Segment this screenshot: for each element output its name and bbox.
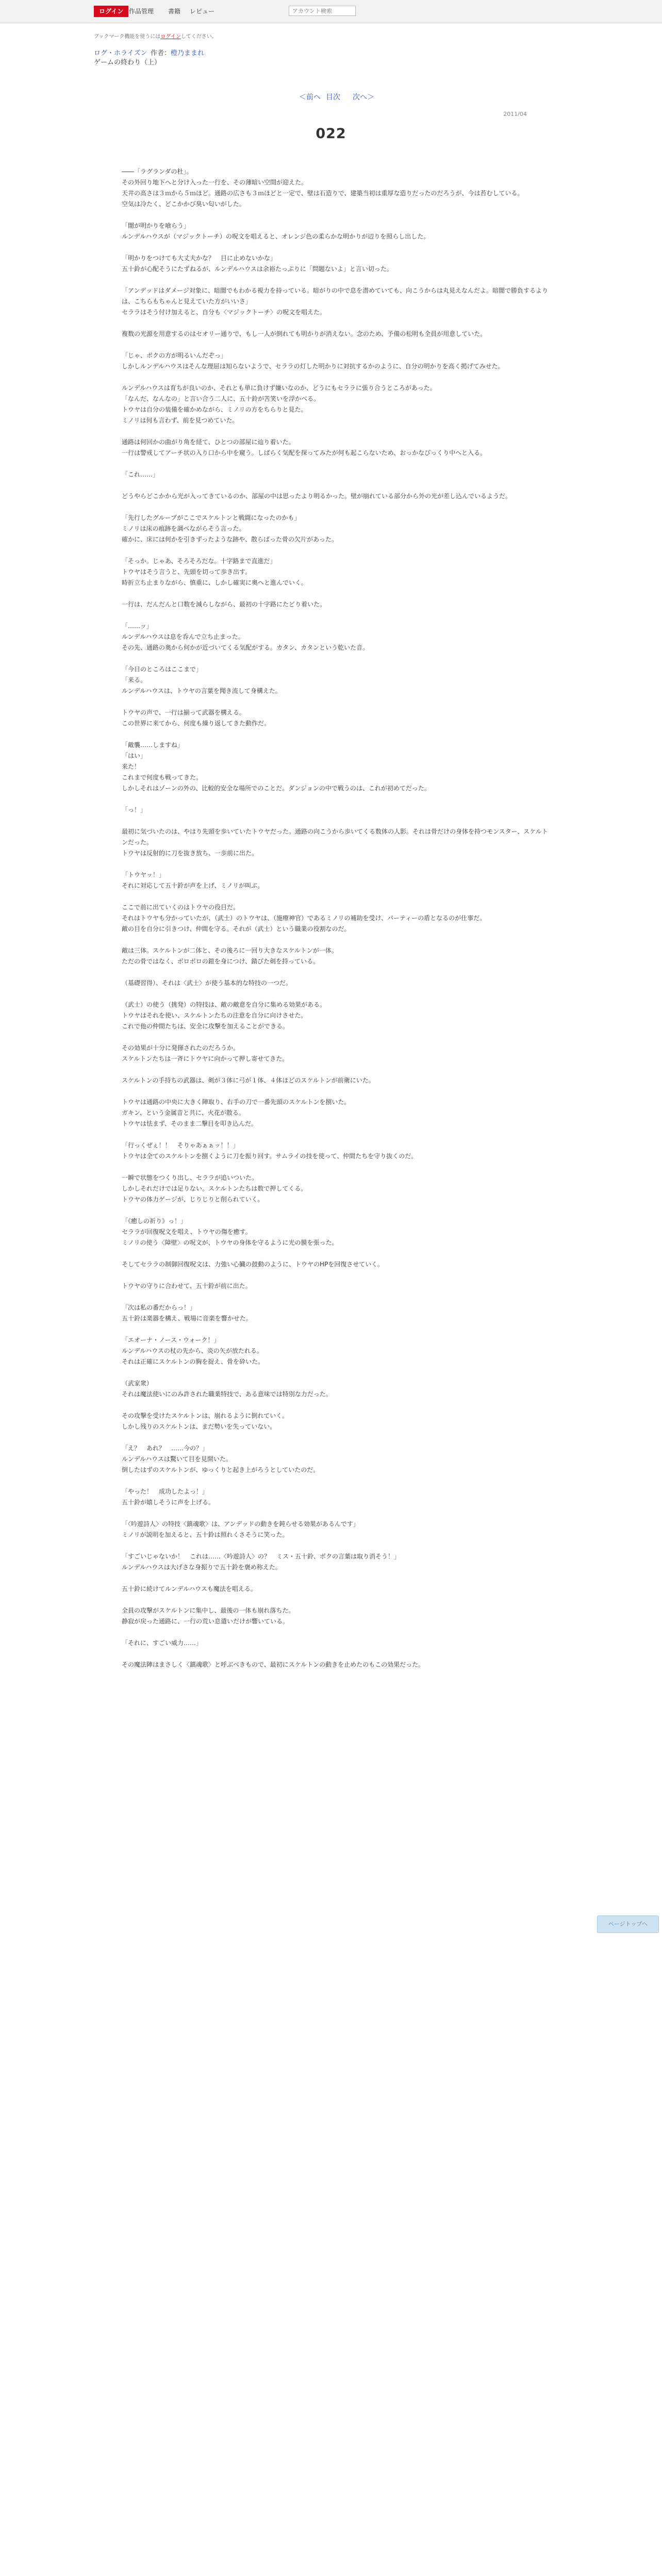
novel-paragraph: ルンデルハウスの杖の先から、炎の矢が放たれる。 [122, 1347, 263, 1354]
novel-paragraph [122, 1432, 550, 1443]
novel-paragraph: ルンデルハウスは育ちが良いのか、それとも単に負けず嫌いなのか、どうにもセララに張り合うところがあった。 [122, 384, 436, 392]
novel-paragraph [122, 1064, 550, 1075]
novel-paragraph [122, 1162, 550, 1173]
novel-paragraph: 一瞬で状態をつくり出し、セララが追いついた。 [122, 1174, 258, 1181]
novel-paragraph: 全員の攻撃がスケルトンに集中し、最後の一体も崩れ落ちた。 [122, 1607, 295, 1614]
novel-paragraph: トウヤはそれを使い、スケルトンたちの注意を自分に向けさせた。 [122, 1012, 307, 1019]
novel-paragraph [122, 1649, 550, 1659]
novel-paragraph [122, 459, 550, 469]
novel-paragraph: 「なんだ、なんなの」と言い合う二人に、五十鈴が苦笑いを浮かべる。 [122, 395, 320, 402]
novel-paragraph: 「これ……」 [122, 471, 159, 478]
novel-paragraph: その魔法陣はまさしく〈鎮魂歌〉と呼ぶべきもので、最初にスケルトンの動きを止めたのもこの効果だった。 [122, 1661, 425, 1668]
novel-paragraph [122, 340, 550, 350]
novel-paragraph: トウヤの守りに合わせて、五十鈴が前に出た。 [122, 1282, 252, 1290]
novel-paragraph: 五十鈴は楽器を構え、戦場に音楽を響かせた。 [122, 1315, 252, 1322]
novel-paragraph: ミノリが説明を加えると、五十鈴は照れくさそうに笑った。 [122, 1531, 289, 1538]
novel-paragraph [122, 729, 550, 740]
novel-paragraph [122, 545, 550, 556]
novel-paragraph [122, 859, 550, 870]
novel-paragraph: それは正確にスケルトンの胸を捉え、骨を砕いた。 [122, 1358, 264, 1365]
work-author [151, 47, 204, 57]
novel-paragraph: 一行は、だんだんと口数を減らしながら、最初の十字路にたどり着いた。 [122, 601, 326, 608]
novel-paragraph [122, 1508, 550, 1519]
novel-paragraph: 「次は私の番だからっ！」 [122, 1304, 196, 1311]
novel-paragraph: 「アンデッドはダメージ対象に、暗闇でもわかる視力を持っている。暗がりの中で息を潜めていても、向こうからは丸見えなんだよ。暗闇で勝負するよりは、こちらもちゃんと見えていた方がいいさ」 [122, 287, 549, 305]
notice-suffix: してください。 [180, 34, 217, 40]
novel-paragraph: しかし残りのスケルトンは、まだ勢いを失っていない。 [122, 1423, 276, 1430]
novel-paragraph: ただの骨ではなく、ボロボロの鎧を身につけ、錆びた剣を持っている。 [122, 958, 320, 965]
novel-paragraph: セララはそう付け加えると、自分も〈マジックトーチ〉の呪文を唱えた。 [122, 309, 326, 316]
novel-paragraph: 敵は三体。スケルトンが二体と、その後ろに一回り大きなスケルトンが一体。 [122, 947, 338, 954]
novel-paragraph: トウヤの声で、一行は揃って武器を構える。 [122, 709, 245, 716]
novel-paragraph: 通路は何回かの曲がり角を経て、ひとつの部屋に辿り着いた。 [122, 438, 295, 446]
novel-paragraph [122, 1205, 550, 1216]
novel-paragraph: 五十鈴に続けてルンデルハウスも魔法を唱える。 [122, 1585, 257, 1592]
novel-paragraph [122, 1400, 550, 1411]
novel-paragraph [122, 967, 550, 978]
novel-paragraph: その外回り地下へと分け入った一行を、その薄暗い空間が迎えた。 [122, 179, 308, 186]
novel-paragraph: 五十鈴が嬉しそうに声を上げる。 [122, 1499, 215, 1506]
novel-paragraph: ルンデルハウスは、トウヤの言葉を聞き流して身構えた。 [122, 687, 282, 694]
novel-paragraph: ルンデルハウスが（マジックトーチ）の呪文を唱えると、オレンジ色の柔らかな明かりが辺りを照らし出した。 [122, 233, 430, 240]
novel-paragraph: 「今日のところはここまで」 [122, 666, 203, 673]
novel-paragraph: ミノリは何も言わず、前を見つめていた。 [122, 417, 239, 424]
episode-date: 2011/04 [503, 111, 527, 117]
novel-paragraph [122, 1627, 550, 1638]
novel-paragraph: 「それに、すごい威力……」 [122, 1639, 203, 1647]
novel-paragraph: 時折立ち止まりながら、慎重に、しかし確実に奥へと進んでいく。 [122, 579, 307, 586]
novel-paragraph: ミノリは床の痕跡を調べながらそう言った。 [122, 525, 245, 532]
novel-paragraph: しかしそれだけでは足りない。スケルトンたちは数で押してくる。 [122, 1185, 307, 1192]
novel-paragraph: 「来る。 [122, 676, 147, 684]
novel-paragraph: トウヤは通路の中央に大きく陣取り、右手の刀で一番先頭のスケルトンを捌いた。 [122, 1098, 351, 1106]
novel-paragraph: 「先行したグループがここでスケルトンと戦闘になったのかも」 [122, 514, 301, 521]
novel-paragraph: スケルトンの手持ちの武器は、剣が３体に弓が１体、４体ほどのスケルトンが前衛にいた。 [122, 1077, 375, 1084]
novel-paragraph [122, 275, 550, 285]
novel-paragraph: （基礎習得）、それは〈武士〉が使う基本的な特技の一つだ。 [122, 979, 292, 987]
novel-paragraph [122, 1270, 550, 1281]
novel-paragraph: ルンデルハウスは驚いて目を見開いた。 [122, 1455, 232, 1463]
novel-paragraph: 倒したはずのスケルトンが、ゆっくりと起き上がろうとしていたのだ。 [122, 1466, 320, 1473]
novel-paragraph [122, 480, 550, 491]
nav-works[interactable]: 作品管理 [129, 8, 154, 15]
novel-paragraph: これまで何度も戦ってきた。 [122, 774, 203, 781]
novel-paragraph: トウヤはそう言うと、先頭を切って歩き出す。 [122, 568, 252, 575]
novel-paragraph: 「すごいじゃないか！ これは……〈吟遊詩人〉の？ ミス・五十鈴、ボクの言葉は取り消そう！」 [122, 1553, 401, 1560]
novel-paragraph [122, 610, 550, 621]
novel-paragraph [122, 653, 550, 664]
novel-paragraph: トウヤは全てのスケルトンを捌くように刀を振り回す。サムライの技を使って、仲間たちを守り抜くのだ。 [122, 1153, 418, 1160]
novel-paragraph: しかしルンデルハウスはそんな理屈は知らないようで、セララの灯した明かりに対抗するかのように、自分の明かりを高く掲げてみせた。 [122, 363, 504, 370]
novel-paragraph: ルンデルハウスは大げさな身振りで五十鈴を褒め称えた。 [122, 1564, 282, 1571]
novel-paragraph: セララが回復呪文を唱え、トウヤの傷を癒す。 [122, 1228, 252, 1235]
novel-paragraph: どうやらどこかから光が入ってきているのか、部屋の中は思ったより明るかった。壁が崩れている部分から外の光が差し込んでいるようだ。 [122, 493, 512, 500]
novel-paragraph [122, 242, 550, 253]
novel-paragraph: 確かに、床には何かを引きずったような跡や、散らばった骨の欠片があった。 [122, 536, 338, 543]
novel-paragraph [122, 891, 550, 902]
novel-paragraph [122, 210, 550, 221]
novel-paragraph [122, 1292, 550, 1302]
series-title: ゲームの終わり（上） [94, 59, 161, 66]
novel-paragraph [122, 935, 550, 945]
novel-paragraph: 「エオーナ・ノース・ウォーク！」 [122, 1336, 220, 1344]
novel-paragraph [122, 816, 550, 826]
novel-paragraph [122, 1086, 550, 1097]
notice-login-link[interactable]: ログイン [160, 34, 181, 40]
novel-paragraph: 「え？ あれ？ ……今の？」 [122, 1445, 209, 1452]
novel-paragraph: 「じゃ、ボクの方が明るいんだぞっ」 [122, 352, 227, 359]
novel-paragraph: ミノリの使う〈障壁〉の呪文が、トウヤの身体を守るように光の膜を張った。 [122, 1239, 338, 1246]
episode-number: 022 [316, 126, 346, 142]
bookmark-notice [94, 32, 217, 40]
novel-paragraph: ルンデルハウスは息を呑んで立ち止まった。 [122, 633, 244, 640]
novel-paragraph: ここで前に出ていくのはトウヤの役目だ。 [122, 904, 240, 911]
novel-paragraph [122, 1540, 550, 1551]
novel-paragraph: トウヤは自分の装備を確かめながら、ミノリの方をちらりと見た。 [122, 406, 307, 413]
novel-paragraph [122, 1595, 550, 1605]
novel-paragraph: 複数の光源を用意するのはセオリー通りで、もし一人が倒れても明かりが消えない。念のため、予備の松明も全員が用意していた。 [122, 330, 487, 337]
novel-paragraph: この世界に来てから、何度も繰り返してきた動作だ。 [122, 720, 271, 727]
novel-paragraph [122, 697, 550, 707]
novel-paragraph [122, 372, 550, 383]
nav-reviews[interactable]: レビュー [190, 8, 215, 15]
prev-link[interactable]: ＜前へ [299, 93, 321, 101]
novel-paragraph: そしてセララの制御回復呪文は、力強い心臓の鼓動のように、トウヤのHPを回復させていく。 [122, 1261, 384, 1268]
novel-paragraph [122, 156, 550, 166]
novel-paragraph: 「〈吟遊詩人〉の特技〈鎮魂歌〉は、アンデッドの動きを鈍らせる効果があるんです」 [122, 1520, 359, 1528]
novel-paragraph: その効果が十分に発揮されたのだろうか。 [122, 1044, 240, 1052]
next-link[interactable]: 次へ＞ [353, 93, 374, 101]
novel-paragraph: トウヤは怯まず、そのまま二撃目を叩き込んだ。 [122, 1120, 258, 1127]
novel-paragraph: それは魔法使いにのみ許された職業特技で、ある意味では特別な力だった。 [122, 1391, 332, 1398]
novel-paragraph: 静寂が戻った通路に、一行の荒い息遣いだけが響いている。 [122, 1618, 289, 1625]
novel-paragraph: ガキン、という金属音と共に、火花が散る。 [122, 1109, 245, 1116]
novel-paragraph: 「明かりをつけても大丈夫かな？ 目に止めないかな」 [122, 255, 277, 262]
novel-paragraph: 「っ！」 [122, 806, 147, 814]
novel-paragraph [122, 1032, 550, 1043]
index-link[interactable]: 目次 [326, 93, 340, 101]
novel-paragraph [122, 426, 550, 437]
novel-paragraph: 五十鈴が心配そうにたずねるが、ルンデルハウスは余裕たっぷりに「問題ないよ」と言い切った。 [122, 265, 393, 273]
novel-paragraph: これで他の仲間たちは、安全に攻撃を加えることができる。 [122, 1023, 289, 1030]
novel-paragraph [122, 318, 550, 329]
nav-books[interactable]: 書籍 [168, 8, 181, 15]
notice-prefix: ブックマーク機能を使うには [94, 34, 161, 40]
novel-paragraph [122, 1324, 550, 1335]
novel-paragraph: それはトウヤも分かっていたが、（武士）のトウヤは、（施療神官）であるミノリの補助を受け、パーティーの盾となるのが仕事だ。 [122, 914, 486, 922]
novel-paragraph: 「そっか。じゃあ、そろそろだな。十字路まで直進だ」 [122, 557, 276, 565]
novel-paragraph: 「……ッ」 [122, 622, 153, 630]
login-button[interactable]: ログイン [94, 6, 128, 17]
author-prefix: 作者： [151, 49, 171, 57]
novel-paragraph: 「闇が明かりを喰らう」 [122, 222, 190, 229]
novel-paragraph: 来た！ [122, 763, 141, 770]
novel-paragraph: それに対応して五十鈴が声を上げ、ミノリが叫ぶ。 [122, 882, 264, 889]
novel-body [122, 156, 550, 1670]
top-bar [0, 0, 662, 23]
novel-paragraph: ――「ラグランダの杜」。 [122, 168, 193, 175]
novel-paragraph: （武家衆） [122, 1380, 153, 1387]
account-search-input[interactable] [289, 6, 356, 16]
novel-paragraph [122, 794, 550, 805]
novel-paragraph [122, 989, 550, 999]
novel-paragraph: その攻撃を受けたスケルトンは、崩れるように倒れていく。 [122, 1412, 289, 1419]
novel-paragraph: 敵の目を自分に引きつけ、仲間を守る。それが（武士）という職業の役割なのだ。 [122, 925, 351, 933]
page-top-button[interactable]: ページトップへ [597, 1916, 659, 1933]
novel-paragraph: 「やった！ 成功したよっ！」 [122, 1488, 209, 1495]
novel-paragraph: 「《癒しの祈り》っ！」 [122, 1217, 187, 1225]
novel-paragraph: （武士）の使う（挑発）の特技は、敵の敵意を自分に集める効果がある。 [122, 1001, 326, 1008]
author-link[interactable]: 橙乃ままれ [171, 49, 205, 57]
novel-paragraph: 「行っくぜぇ！！ そりゃあぁぁッ！！」 [122, 1142, 239, 1149]
novel-paragraph: しかしそれはゾーンの外の、比較的安全な場所でのことだ。ダンジョンの中で戦うのは、これが初めてだった。 [122, 785, 431, 792]
novel-paragraph: 空気は冷たく、どこかかび臭い匂いがした。 [122, 200, 245, 208]
novel-paragraph: 「はい」 [122, 752, 147, 759]
novel-paragraph: 「トウヤッ！」 [122, 871, 166, 878]
novel-paragraph [122, 1573, 550, 1584]
work-title-link[interactable]: ログ・ホライズン [94, 49, 147, 57]
novel-paragraph: トウヤの体力ゲージが、じりじりと削られていく。 [122, 1196, 264, 1203]
novel-paragraph [122, 1129, 550, 1140]
novel-paragraph: スケルトンたちは一斉にトウヤに向かって押し寄せてきた。 [122, 1055, 289, 1062]
novel-paragraph: トウヤは反射的に刀を抜き放ち、一歩前に出た。 [122, 850, 258, 857]
novel-paragraph: 一行は警戒してアーチ状の入り口から中を窺う。しばらく気配を探ってみたが何も起こらないため、おっかなびっくり中へと入る。 [122, 449, 487, 456]
novel-paragraph [122, 1367, 550, 1378]
novel-paragraph [122, 1476, 550, 1486]
novel-paragraph: 最初に気づいたのは、やはり先頭を歩いていたトウヤだった。通路の向こうから歩いてくる数体の人影。それは骨だけの身体を持つモンスター、スケルトンだった。 [122, 828, 548, 846]
novel-paragraph: 天井の高さは３ｍから５ｍほど。通路の広さも３ｍほどと一定で、壁は石造りで、建築当初は重厚な造りだったのだろうが、今は苔むしている。 [122, 190, 524, 197]
novel-paragraph [122, 1248, 550, 1259]
novel-paragraph [122, 502, 550, 513]
novel-paragraph: 「敵襲……しますね」 [122, 741, 184, 749]
novel-paragraph [122, 588, 550, 599]
novel-paragraph: その先、通路の奥から何かが近づいてくる気配がする。カタン、カタンという乾いた音。 [122, 644, 369, 651]
